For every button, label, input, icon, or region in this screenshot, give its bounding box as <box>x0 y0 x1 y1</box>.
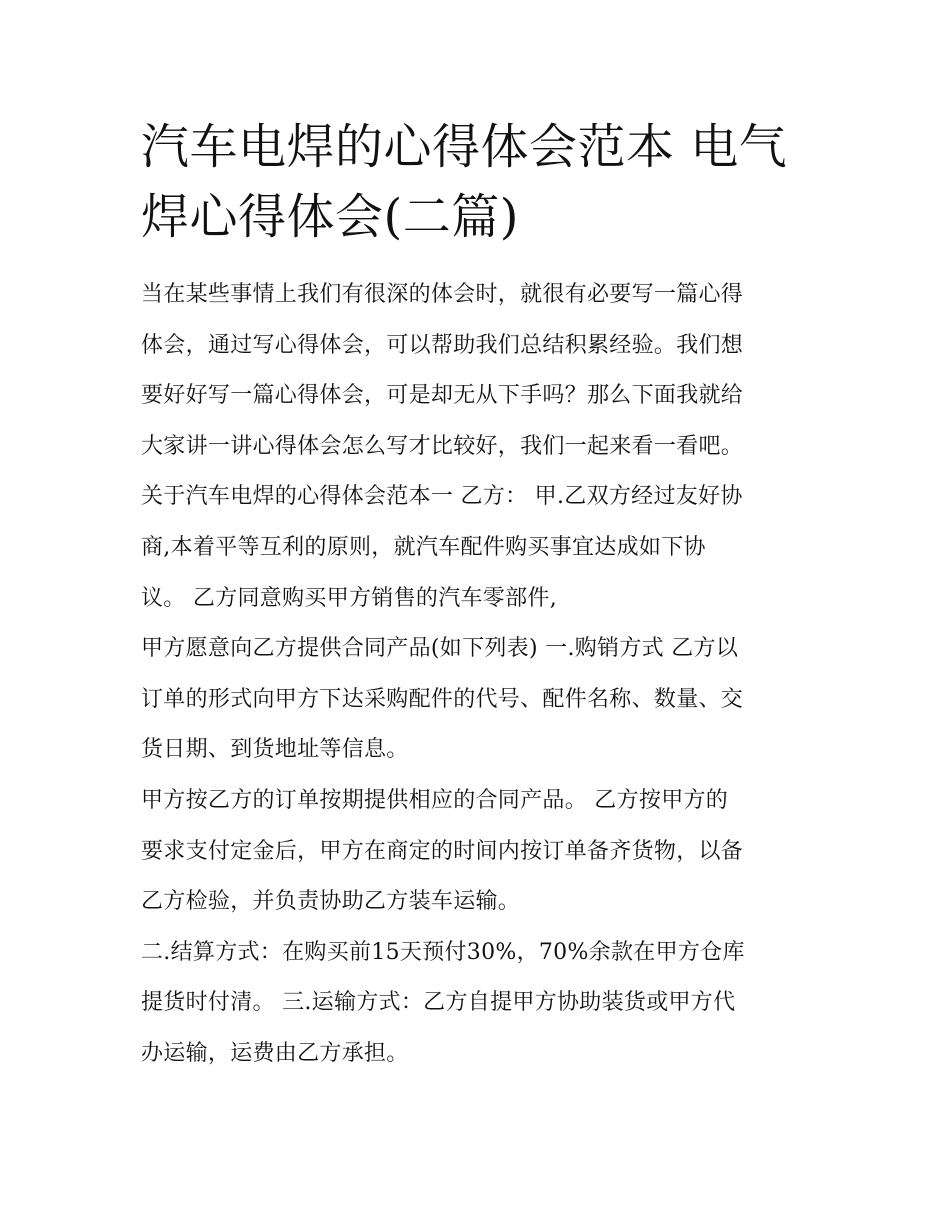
text-line: 提货时付清。 三.运输方式：乙方自提甲方协助装货或甲方代 <box>141 990 736 1016</box>
text-line: 要求支付定金后，甲方在商定的时间内按订单备齐货物，以备 <box>141 838 744 864</box>
text-line: 乙方检验，并负责协助乙方装车运输。 <box>141 889 521 915</box>
paragraph-settlement <box>141 928 816 1080</box>
text-line: 关于汽车电焊的心得体会范本一 乙方： 甲.乙双方经过友好协 <box>141 484 743 510</box>
text-line: 要好好写一篇心得体会，可是却无从下手吗？那么下面我就给 <box>141 383 744 409</box>
text-line: 大家讲一讲心得体会怎么写才比较好，我们一起来看一看吧。 <box>141 433 744 459</box>
document-body <box>141 270 816 1080</box>
paragraph-purchase-method <box>141 624 816 776</box>
text-line: 办运输，运费由乙方承担。 <box>141 1040 409 1066</box>
document-title <box>141 112 816 252</box>
text-line: 当在某些事情上我们有很深的体会时，就很有必要写一篇心得 <box>141 282 744 307</box>
text-line: 订单的形式向甲方下达采购配件的代号、配件名称、数量、交 <box>141 686 744 712</box>
document-page <box>141 112 816 1080</box>
text-line: 二.结算方式：在购买前15天预付30%，70%余款在甲方仓库 <box>141 939 745 965</box>
text-line: 商,本着平等互利的原则，就汽车配件购买事宜达成如下协 <box>141 534 706 560</box>
paragraph-intro <box>141 270 816 624</box>
title-line: 汽车电焊的心得体会范本 电气 <box>141 119 788 175</box>
text-line: 议。 乙方同意购买甲方销售的汽车零部件, <box>141 585 557 611</box>
text-line: 甲方按乙方的订单按期提供相应的合同产品。 乙方按甲方的 <box>141 787 729 813</box>
text-line: 体会，通过写心得体会，可以帮助我们总结积累经验。我们想 <box>141 332 744 358</box>
paragraph-delivery <box>141 776 816 928</box>
text-line: 甲方愿意向乙方提供合同产品(如下列表) 一.购销方式 乙方以 <box>141 636 739 662</box>
title-line: 焊心得体会(二篇) <box>141 189 519 245</box>
text-line: 货日期、到货地址等信息。 <box>141 737 409 763</box>
